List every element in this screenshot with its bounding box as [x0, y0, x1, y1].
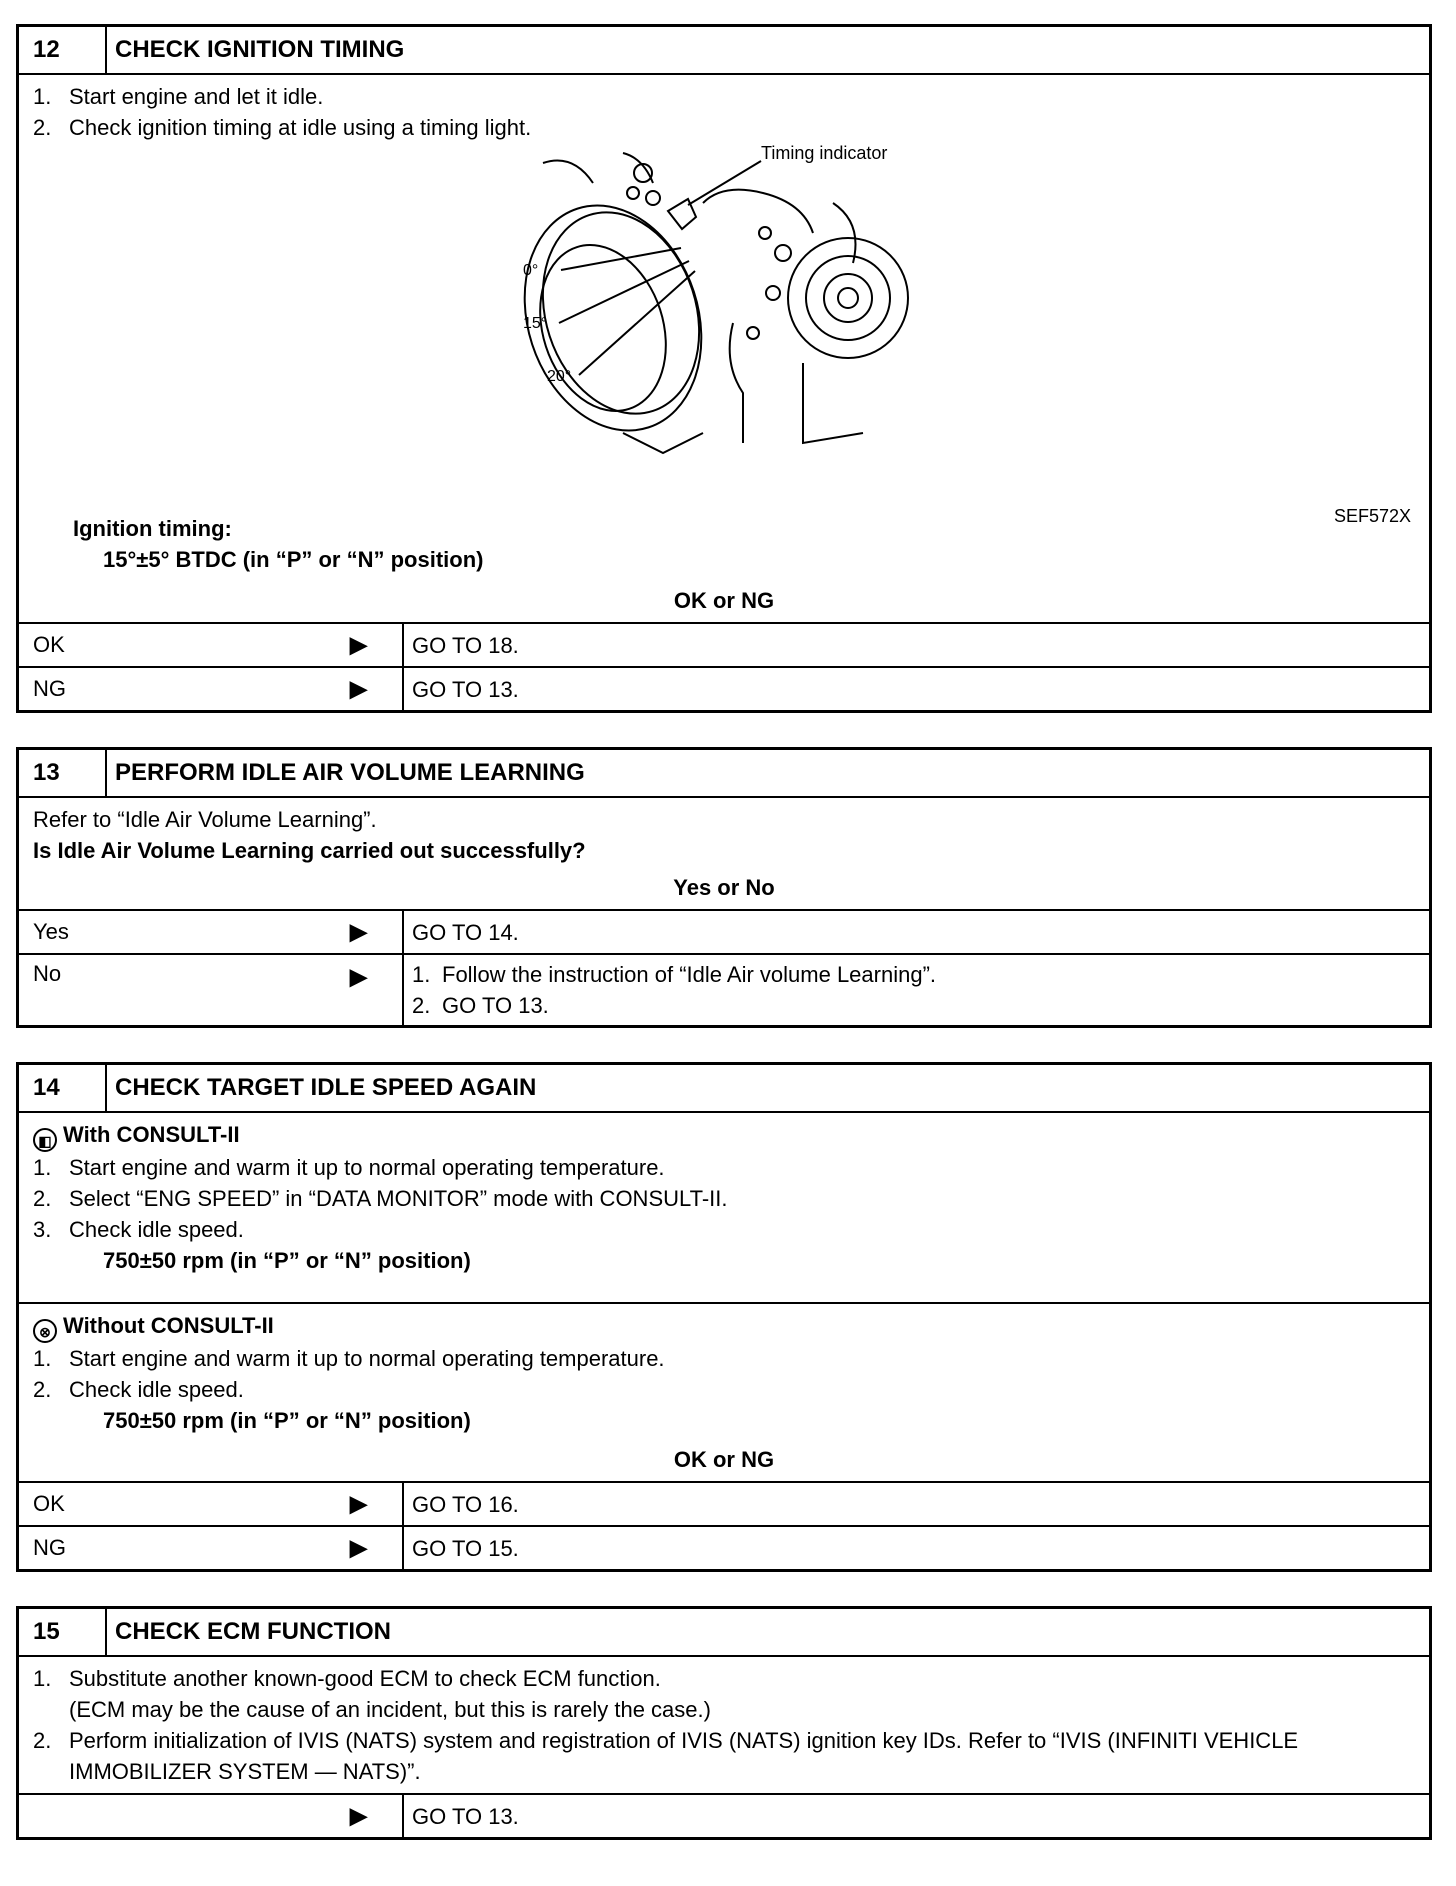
result-text: NG: [33, 676, 66, 701]
result-row-no: [19, 953, 1429, 1025]
step-13-block: [16, 747, 1432, 1028]
list-item: [412, 959, 1421, 990]
spec-value: 750±50 rpm (in “P” or “N” position): [103, 1408, 471, 1433]
step-title: CHECK ECM FUNCTION: [115, 1618, 391, 1645]
item-text: Start engine and let it idle.: [69, 84, 324, 109]
question: OK or NG: [673, 1447, 775, 1472]
bolt: [627, 187, 639, 199]
item-text: Perform initialization of IVIS (NATS) system and registration of IVIS (NATS) ignition key IDs. Refer to “IVIS (INFINITI VEHICLE IMMOBILIZER SYSTEM — NATS)”.: [69, 1728, 1299, 1784]
list-item: [33, 1343, 1415, 1374]
step-15-list: [33, 1663, 1415, 1787]
result-text: No: [33, 961, 62, 986]
step-12-header: [19, 27, 1429, 75]
question-text: Is Idle Air Volume Learning carried out successfully?: [33, 838, 586, 863]
step-number: 14: [19, 1065, 107, 1111]
item-number: 1.: [33, 1666, 52, 1691]
result-label: [19, 624, 404, 666]
result-row-ok: [19, 1481, 1429, 1525]
step-title: CHECK TARGET IDLE SPEED AGAIN: [115, 1074, 537, 1101]
arrow-icon: ▶: [349, 1802, 368, 1830]
result-label: [19, 1483, 404, 1525]
result-label: [19, 911, 404, 953]
step-14-block: [16, 1062, 1432, 1572]
step-text: Substitute another known-good ECM to check ECM function.: [69, 1666, 661, 1691]
page: [16, 24, 1432, 1874]
result-text: OK: [33, 632, 65, 657]
mark-20-label: 20°: [547, 368, 572, 385]
item-number: 3.: [33, 1217, 52, 1242]
result-label: [19, 668, 404, 710]
list-item: [412, 990, 1421, 1021]
heading-text: With CONSULT-II: [63, 1122, 240, 1147]
result-row-ng: [19, 1525, 1429, 1569]
item-number: 2.: [33, 1728, 52, 1753]
consult-icon: ◧: [33, 1128, 57, 1152]
alternator-pulley-center: [838, 288, 858, 308]
engine-outline: [623, 153, 653, 183]
arrow-icon: ▶: [349, 1490, 368, 1518]
without-consult-body: [19, 1302, 1429, 1481]
item-text: Follow the instruction of “Idle Air volume Learning”.: [442, 962, 937, 987]
arrow-icon: ▶: [349, 675, 368, 703]
spec-value: 750±50 rpm (in “P” or “N” position): [103, 1248, 471, 1273]
step-13-header: [19, 750, 1429, 798]
list-item: [33, 1725, 1415, 1787]
list-item: [33, 1374, 1415, 1405]
item-number: 1.: [33, 1346, 52, 1371]
arrow-icon: ▶: [349, 631, 368, 659]
step-15-block: [16, 1606, 1432, 1840]
leader-line: [559, 261, 689, 323]
bracket: [623, 433, 703, 453]
list-item: [33, 1183, 1415, 1214]
item-text: Check ignition timing at idle using a timing light.: [69, 115, 532, 140]
item-text: GO TO 13.: [442, 993, 549, 1018]
list-item: [33, 1152, 1415, 1183]
question: Yes or No: [673, 875, 775, 900]
engine-outline: [543, 161, 593, 184]
step-12-block: [16, 24, 1432, 713]
list-item: [33, 112, 1415, 143]
step-15-body: [19, 1657, 1429, 1793]
item-text: Check idle speed.: [69, 1377, 244, 1402]
heading-text: Without CONSULT-II: [63, 1313, 274, 1338]
reference-text: Refer to “Idle Air Volume Learning”.: [33, 807, 377, 832]
result-label: [19, 955, 404, 1025]
step-13-body: [19, 798, 1429, 909]
spec-label: Ignition timing:: [73, 516, 232, 541]
item-text: Select “ENG SPEED” in “DATA MONITOR” mode with CONSULT-II.: [69, 1186, 728, 1211]
item-number: 1.: [412, 962, 431, 987]
crank-pulley-illustration: [503, 143, 923, 473]
arrow-icon: ▶: [349, 963, 368, 991]
bolt: [775, 245, 791, 261]
result-text: OK: [33, 1491, 65, 1516]
engine-outline: [833, 203, 856, 263]
result-row-ok: [19, 622, 1429, 666]
result-text: NG: [33, 1535, 66, 1560]
mark-0-label: 0°: [523, 262, 539, 279]
result-action: GO TO 15.: [412, 1535, 519, 1561]
result-action: GO TO 13.: [412, 1803, 519, 1829]
result-action: GO TO 13.: [412, 676, 519, 702]
item-number: 1.: [33, 84, 52, 109]
step-12-list: [33, 81, 1415, 143]
item-number: 2.: [33, 1377, 52, 1402]
list-item: [33, 81, 1415, 112]
item-text: Check idle speed.: [69, 1217, 244, 1242]
item-number: 1.: [33, 1155, 52, 1180]
with-consult-body: [19, 1113, 1429, 1302]
item-number: 2.: [412, 993, 431, 1018]
step-note: (ECM may be the cause of an incident, but this is rarely the case.): [69, 1697, 711, 1722]
bolt: [766, 286, 780, 300]
step-15-header: [19, 1609, 1429, 1657]
ignition-timing-figure: [33, 143, 1415, 526]
bolt: [759, 227, 771, 239]
step-12-body: [19, 75, 1429, 622]
arrow-icon: ▶: [349, 1534, 368, 1562]
result-label: [19, 1795, 404, 1837]
no-consult-icon: ⊗: [33, 1319, 57, 1343]
bolt: [646, 191, 660, 205]
step-title: PERFORM IDLE AIR VOLUME LEARNING: [115, 759, 585, 786]
step-14-header: [19, 1065, 1429, 1113]
item-text: [69, 1663, 711, 1725]
result-action: [404, 955, 1429, 1025]
arrow-icon: ▶: [349, 918, 368, 946]
question: OK or NG: [673, 588, 775, 613]
with-consult-heading: [33, 1119, 1415, 1152]
timing-indicator-label: Timing indicator: [761, 143, 888, 163]
item-number: 2.: [33, 115, 52, 140]
leader-line: [561, 248, 681, 270]
list-item: [33, 1214, 1415, 1245]
result-action: GO TO 16.: [412, 1491, 519, 1517]
figure-code: SEF572X: [1333, 506, 1411, 526]
step-number: 12: [19, 27, 107, 73]
without-consult-heading: [33, 1310, 1415, 1343]
mark-15-label: 15°: [523, 315, 548, 332]
result-row-ng: [19, 666, 1429, 710]
list-item: [33, 1663, 1415, 1725]
result-action: GO TO 18.: [412, 632, 519, 658]
spec-value: 15°±5° BTDC (in “P” or “N” position): [103, 547, 484, 572]
alternator-pulley: [806, 256, 890, 340]
result-label: [19, 1527, 404, 1569]
without-consult-list: [33, 1343, 1415, 1405]
step-number: 15: [19, 1609, 107, 1655]
bolt: [747, 327, 759, 339]
bracket: [803, 363, 863, 443]
step-number: 13: [19, 750, 107, 796]
result-action: GO TO 14.: [412, 919, 519, 945]
step-title: CHECK IGNITION TIMING: [115, 36, 405, 63]
engine-outline: [703, 190, 813, 233]
leader-line: [688, 161, 761, 205]
result-row: [19, 1793, 1429, 1837]
item-text: Start engine and warm it up to normal operating temperature.: [69, 1155, 665, 1180]
bracket: [730, 323, 743, 443]
with-consult-list: [33, 1152, 1415, 1245]
result-text: Yes: [33, 919, 69, 944]
alternator-pulley-hub: [824, 274, 872, 322]
item-text: Start engine and warm it up to normal operating temperature.: [69, 1346, 665, 1371]
result-row-yes: [19, 909, 1429, 953]
item-number: 2.: [33, 1186, 52, 1211]
